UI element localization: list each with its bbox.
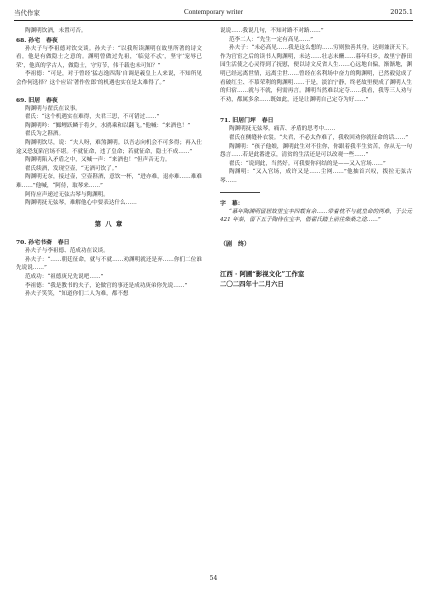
scene-heading: 字 幕：	[220, 199, 244, 207]
paragraph: 翟氏：“这个机遇实在难得，夫君三思，不可错过……”	[24, 114, 160, 121]
paragraph: 孙夫子：“……朝廷征命，就与不就……劝渊明就还是弃……你们二位谁先说说……”	[16, 256, 202, 272]
paragraph: 陶渊明无奈，接过壶，空壶斟酒，意饮一杯，“进亦难，退亦难……难难难……”他喊，“阿侍，取琴来……”	[16, 174, 202, 189]
scene-heading: 69. 旧居 春夜	[16, 96, 58, 104]
paragraph: 陶渊明吟：“鮿鲤跃鳞于将夕，水鸥乘和以翻飞。”他喊：“来酒也！”	[24, 122, 191, 129]
paragraph: 孙夫子笑笑，“知道你们二人为难，都不想	[24, 291, 129, 298]
header-rule	[14, 20, 413, 21]
issue-number: 2025.1	[390, 8, 413, 16]
journal-english-name: Contemporary writer	[184, 8, 243, 16]
the-end-mark: （剧 终）	[220, 240, 251, 248]
paragraph: 孙夫子：“未必高见……我是这么想的……穷则独善其身，达则兼济天下。作为官宦之后的读书人陶渊明，未达……壮志未酬……暮年归乡，故里宁静田园生活使之心灵得到了抚慰，便以诗文反省人生……心远地自偏，渐渐地，渊明已经远离世情，远离尘世……曾经在名利场中奋力的陶渊明，已然毅觉成了看破红尘、不慕荣利的陶渊明……于是，淡泊宁静，终老故里便成了渊明人生的归宿……就与不就，何需再言。渊明当然难以定夺……我看，我等三人劝与不劝，都属多余……既如此，还是让渊明自己定夺为好……”	[220, 45, 412, 103]
scene-heading: 70. 孙宅书斋 春日	[16, 239, 70, 247]
paragraph: 说说……我说几句，不知对路不对路……”	[220, 28, 324, 34]
separator-line	[220, 192, 260, 193]
chapter-title: 第 八 章	[94, 219, 124, 228]
paragraph: 陶渊明抚无弦琴，难解他心中要表达什么……	[24, 200, 137, 207]
paragraph: 孙夫子与李祖德、范成功在议谈。	[24, 248, 109, 255]
paragraph: 翟氏：“说到此，当然好。可我要你问结的是——又入官场……”	[228, 160, 386, 167]
paragraph: 陶渊明：“又入官场，成许又是……尘网……”他抽首兴叹，拨拉无弦古琴……	[220, 169, 412, 184]
page-header	[14, 8, 413, 20]
paragraph: 陶渊明饮酒，未置可否。	[24, 28, 87, 34]
paragraph: 陶渊明陷入矛盾之中，又喊一声：“来酒也！”但声音无力。	[24, 157, 171, 164]
paragraph: 翟氏为之斟酒。	[24, 131, 65, 138]
page-number: 54	[209, 575, 218, 582]
spacer	[220, 104, 412, 116]
paragraph: 陶渊明饮尽，说：“夫人呀，难煞渊明。以吾志向机会不可多得；再入仕途又恐复陷官场不堪。不就征命，违了皇命；若就征命，隐士不成……”	[16, 139, 202, 155]
left-column	[16, 27, 202, 299]
scene-heading: 71. 旧居门坪 春日	[220, 117, 274, 125]
paragraph: “慕年陶渊明留居故里宝丰四载有余……带着枕不与就皇命的两难，于公元 421 年秦，留下五子陶侍在宝丰，偕翟氏踏上前往柴桑之途……”	[220, 208, 412, 224]
paragraph: 翟氏续酒，发现空壶，“无酒可饮了。”	[24, 165, 118, 172]
paragraph: 范李二人：“先生一定有高见……”	[228, 36, 313, 43]
journal-name: 当代作家	[14, 9, 40, 17]
signature-line: 江西 · 阿圃“影视文化”工作室	[220, 270, 305, 279]
paragraph: 翟氏在侧缝补衣裳。“夫君，不必太作难了，我收回劝你就征命的话……”	[228, 134, 409, 141]
signature-line: 二〇二四年十二月六日	[220, 280, 284, 289]
scene-heading: 68. 孙宅 春夜	[16, 36, 58, 44]
paragraph: 李祖德：“我是教书的夫子，论做官的事还是成功庚弟你先说……”	[24, 282, 188, 289]
paragraph: 陶渊明抚无弦琴，痛苦、矛盾的思考中……	[228, 126, 336, 133]
paragraph: 阿侍应声递过无弦古琴与陶渊明。	[24, 191, 109, 198]
paragraph: 陶渊明与翟氏在议事。	[24, 105, 81, 112]
right-column	[220, 27, 412, 289]
paragraph: 范成功：“祖德庚兄先说吧……”	[24, 274, 104, 281]
paragraph: 李祖德：“可是，对于曾经‘猛志逸四海’自调是羲皇上人来说，不知所见会作何选择？这个应诏‘著作佐郎’的机遇也实在是太难得了。”	[16, 71, 202, 86]
paragraph: 孙夫子与李祖德对饮交谈。孙夫子：“以我所读渊明在故里所著的诗文看，他是有做隐士之意的。渊明曾做过先祖，‘临觉不忒’，坚守‘宠辱已荣’，他真的学古人，做隐士，守穷节，伟千载也未可知？”	[16, 45, 202, 69]
paragraph: 陶渊明：“孩子他娘，渊明此生对不住你，你跟着我半生贫苦，你从无一句怨言……若是此番进京，清贫的生活还是可以改观一些……”	[220, 143, 412, 159]
